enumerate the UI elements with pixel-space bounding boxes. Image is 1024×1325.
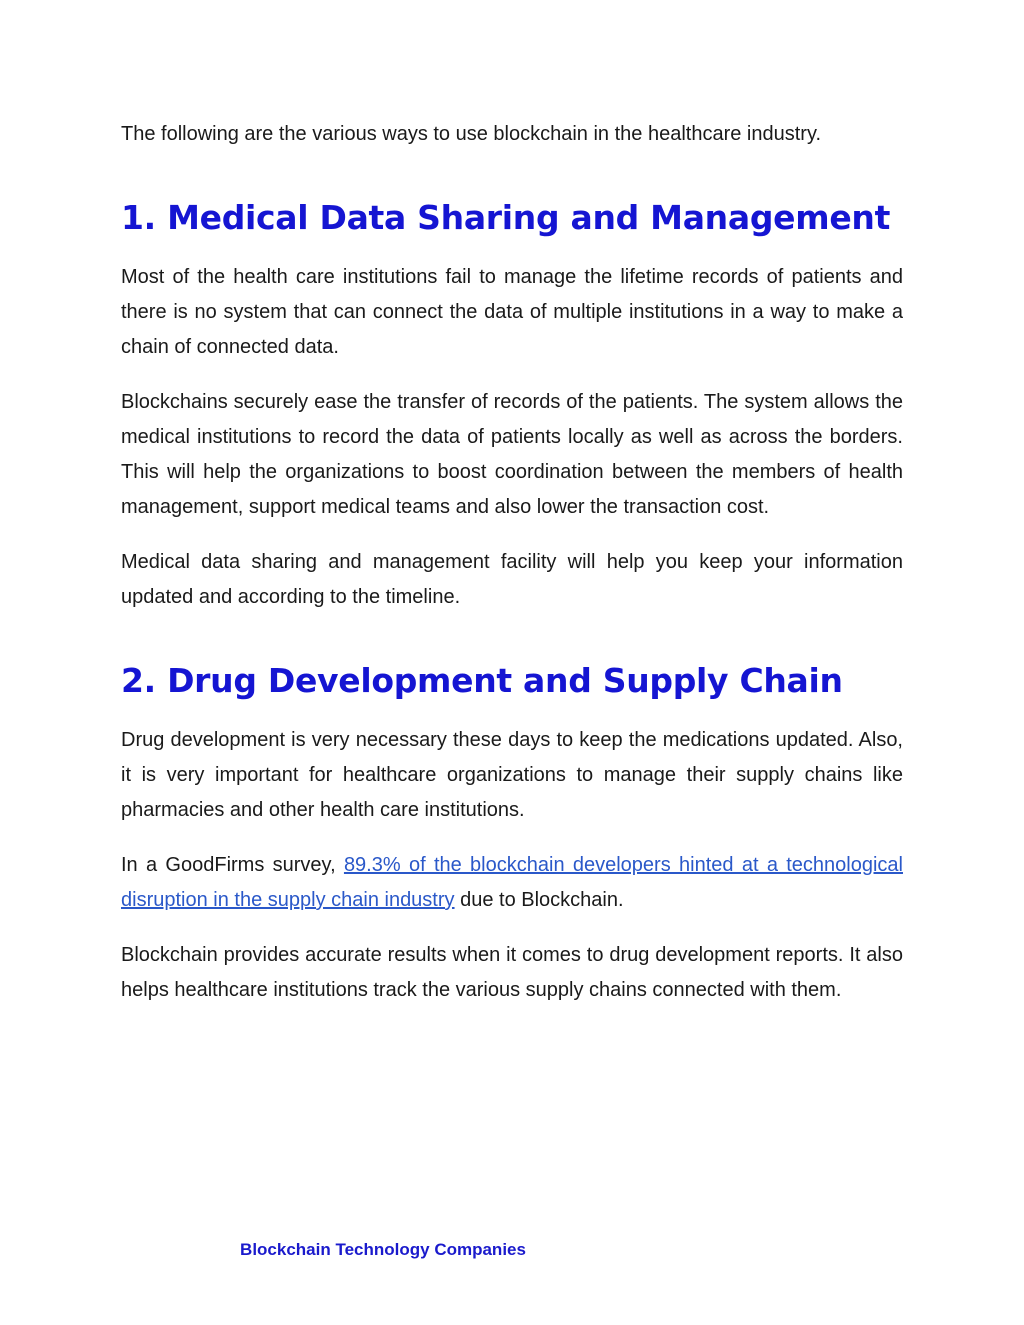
paragraph: Blockchains securely ease the transfer of records of the patients. The system allows the medical institutions to record the data of patients locally as well as across the borders. This will help the organizations to boost coordination between the members of health management, support medical teams and also lower the transaction cost. bbox=[121, 391, 903, 518]
intro-paragraph: The following are the various ways to use blockchain in the healthcare industry. bbox=[121, 123, 822, 145]
section-heading-medical-data: 1. Medical Data Sharing and Management bbox=[121, 198, 891, 237]
survey-text-before: In a GoodFirms survey, bbox=[121, 854, 344, 876]
document-body bbox=[121, 117, 903, 1028]
paragraph: Blockchain provides accurate results when it comes to drug development reports. It also helps healthcare institutions track the various supply chains connected with them. bbox=[121, 944, 903, 1001]
footer-title: Blockchain Technology Companies bbox=[240, 1240, 526, 1259]
paragraph: Medical data sharing and management facility will help you keep your information updated and according to the timeline. bbox=[121, 551, 903, 608]
section-heading-drug-development: 2. Drug Development and Supply Chain bbox=[121, 661, 843, 700]
survey-paragraph bbox=[121, 848, 903, 918]
paragraph: Most of the health care institutions fail to manage the lifetime records of patients and there is no system that can connect the data of multiple institutions in a way to make a chain of connected data. bbox=[121, 266, 903, 358]
paragraph: Drug development is very necessary these days to keep the medications updated. Also, it is very important for healthcare organizations to manage their supply chains like pharmacies and other health care institutions. bbox=[121, 729, 903, 821]
survey-text-after: due to Blockchain. bbox=[454, 889, 624, 911]
survey-link[interactable]: 89.3% of the blockchain developers hinted at a technological disruption in the supply chain industry bbox=[121, 854, 903, 911]
